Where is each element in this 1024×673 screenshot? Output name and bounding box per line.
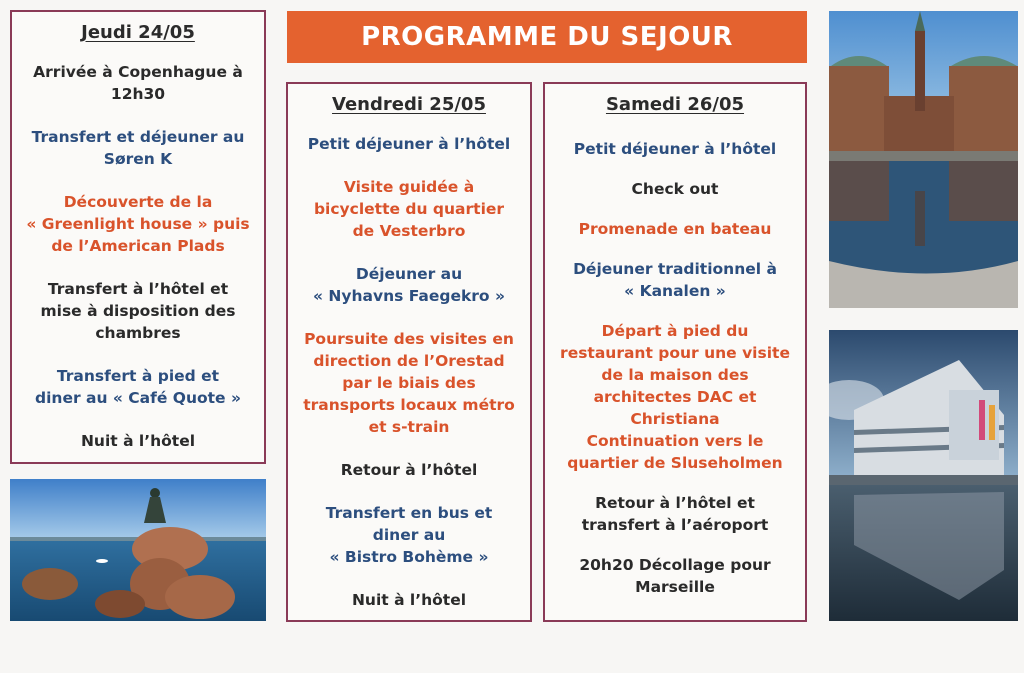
schedule-item: Transfert à l’hôtel et mise à disposition des chambres <box>40 280 236 342</box>
city-hall-photo <box>829 11 1018 308</box>
schedule-item: Transfert en bus et diner au « Bistro Bohème » <box>325 504 493 566</box>
schedule-item: Poursuite des visites en direction de l’Orestad par le biais des transports locaux métro et s-train <box>303 330 515 436</box>
schedule-item: Check out <box>631 180 719 198</box>
schedule-item: Visite guidée à bicyclette du quartier de Vesterbro <box>313 178 505 240</box>
schedule-item: Transfert et déjeuner au Søren K <box>31 128 245 168</box>
schedule-item: 20h20 Décollage pour Marseille <box>579 556 771 596</box>
schedule-item: Déjeuner au « Nyhavns Faegekro » <box>312 265 505 305</box>
page-title: PROGRAMME DU SEJOUR <box>287 11 807 63</box>
schedule-item: Nuit à l’hôtel <box>80 432 196 450</box>
schedule-item: Transfert à pied et diner au « Café Quote » <box>35 367 241 407</box>
day-card-jeudi <box>10 10 266 464</box>
schedule-item: Retour à l’hôtel et transfert à l’aéroport <box>581 494 769 534</box>
schedule-item: Retour à l’hôtel <box>340 461 478 479</box>
architecture-center-photo <box>829 330 1018 621</box>
schedule-item: Déjeuner traditionnel à « Kanalen » <box>573 260 777 300</box>
schedule-item: Nuit à l’hôtel <box>351 591 467 609</box>
day-title-vendredi: Vendredi 25/05 <box>332 94 486 115</box>
schedule-item: Petit déjeuner à l’hôtel <box>573 140 777 158</box>
schedule-item: Petit déjeuner à l’hôtel <box>307 135 511 153</box>
day-title-jeudi: Jeudi 24/05 <box>81 22 195 43</box>
day-title-samedi: Samedi 26/05 <box>605 94 745 115</box>
day-card-samedi <box>543 82 807 622</box>
schedule-item: Découverte de la « Greenlight house » puis de l’American Plads <box>26 193 250 255</box>
schedule-item: Promenade en bateau <box>578 220 772 238</box>
schedule-item: Arrivée à Copenhague à 12h30 <box>33 63 243 103</box>
schedule-item: Départ à pied du restaurant pour une visite de la maison des architectes DAC et Christiana Continuation vers le quartier de Sluseholmen <box>560 322 790 472</box>
day-card-vendredi <box>286 82 532 622</box>
little-mermaid-photo <box>10 479 266 621</box>
